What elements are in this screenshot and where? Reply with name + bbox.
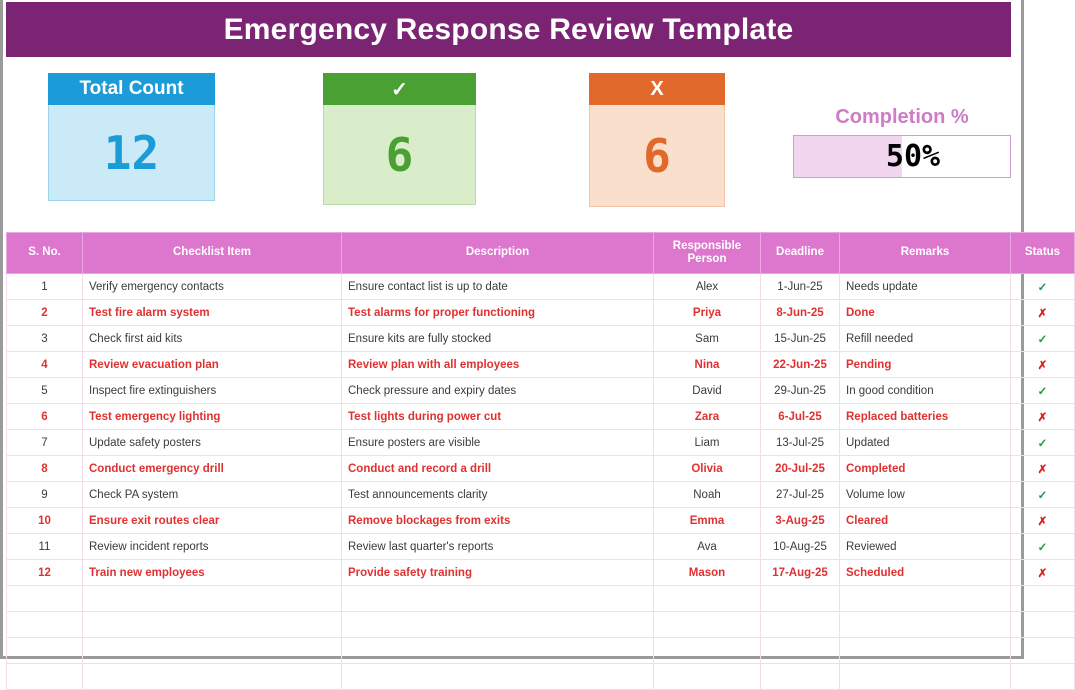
status-cross-icon: ✗ [1037,463,1048,476]
cell-person[interactable]: Alex [654,274,761,300]
table-body [7,274,1075,690]
cell-status[interactable] [1011,456,1075,482]
cell-item[interactable]: Inspect fire extinguishers [83,378,342,404]
page-title-banner [6,2,1011,57]
table-row[interactable] [7,378,1075,404]
cell-remarks-empty[interactable] [840,664,1011,690]
cell-status[interactable] [1011,300,1075,326]
cell-person[interactable]: Emma [654,508,761,534]
status-check-icon: ✓ [1037,281,1048,294]
completion-percent-label: Completion % [835,106,969,128]
cell-remarks[interactable]: Done [840,300,1011,326]
cell-item[interactable]: Check first aid kits [83,326,342,352]
cell-status[interactable] [1011,482,1075,508]
cell-deadline[interactable]: 13-Jul-25 [761,430,840,456]
completion-percent-block [793,104,1011,178]
cell-remarks[interactable]: Pending [840,352,1011,378]
table-row[interactable] [7,508,1075,534]
cell-person-empty[interactable] [654,612,761,638]
cell-description[interactable]: Ensure kits are fully stocked [342,326,654,352]
kpi-pending-value: 6 [589,105,725,207]
cell-person-empty[interactable] [654,664,761,690]
cell-person[interactable]: Ava [654,534,761,560]
cell-remarks[interactable]: Needs update [840,274,1011,300]
cell-item[interactable]: Verify emergency contacts [83,274,342,300]
cell-sno[interactable]: 2 [7,300,83,326]
cell-remarks[interactable]: Reviewed [840,534,1011,560]
cell-description-empty[interactable] [342,612,654,638]
cell-deadline[interactable]: 27-Jul-25 [761,482,840,508]
cell-description[interactable]: Test announcements clarity [342,482,654,508]
cell-sno[interactable]: 4 [7,352,83,378]
cell-description[interactable]: Test alarms for proper functioning [342,300,654,326]
cell-remarks[interactable]: Cleared [840,508,1011,534]
cell-status-empty[interactable] [1011,664,1075,690]
cross-icon: X [589,73,725,105]
status-check-icon: ✓ [1037,385,1048,398]
cell-sno[interactable]: 5 [7,378,83,404]
cell-deadline-empty[interactable] [761,586,840,612]
cell-status[interactable] [1011,352,1075,378]
cell-deadline[interactable]: 29-Jun-25 [761,378,840,404]
cell-deadline[interactable]: 8-Jun-25 [761,300,840,326]
kpi-card-pending [589,73,725,207]
table-row[interactable] [7,482,1075,508]
cell-remarks-empty[interactable] [840,612,1011,638]
cell-person[interactable]: Olivia [654,456,761,482]
cell-deadline[interactable]: 17-Aug-25 [761,560,840,586]
cell-deadline[interactable]: 15-Jun-25 [761,326,840,352]
checklist-table [6,232,1075,690]
cell-item-empty[interactable] [83,612,342,638]
completion-progress-bar [793,135,1011,178]
table-row-empty[interactable] [7,612,1075,638]
cell-sno-empty[interactable] [7,638,83,664]
cell-status[interactable] [1011,404,1075,430]
cell-item[interactable]: Conduct emergency drill [83,456,342,482]
kpi-card-total-count [48,73,215,201]
cell-sno[interactable]: 12 [7,560,83,586]
cell-item-empty[interactable] [83,586,342,612]
status-cross-icon: ✗ [1037,411,1048,424]
column-header-person[interactable] [654,233,761,274]
kpi-total-count-value: 12 [48,105,215,201]
status-check-icon: ✓ [1037,437,1048,450]
cell-item[interactable]: Review evacuation plan [83,352,342,378]
cell-description[interactable]: Check pressure and expiry dates [342,378,654,404]
cell-person[interactable]: Zara [654,404,761,430]
cell-description[interactable]: Review plan with all employees [342,352,654,378]
cell-sno[interactable]: 9 [7,482,83,508]
status-check-icon: ✓ [1037,541,1048,554]
cell-deadline[interactable]: 20-Jul-25 [761,456,840,482]
cell-remarks[interactable]: Updated [840,430,1011,456]
table-row[interactable] [7,300,1075,326]
cell-item-empty[interactable] [83,664,342,690]
kpi-done-value: 6 [323,105,476,205]
cell-description[interactable]: Remove blockages from exits [342,508,654,534]
table-row[interactable] [7,404,1075,430]
cell-status[interactable] [1011,508,1075,534]
column-header-description[interactable]: Description [342,233,654,274]
cell-person[interactable]: Liam [654,430,761,456]
cell-person[interactable]: Mason [654,560,761,586]
cell-sno-empty[interactable] [7,664,83,690]
table-head [7,233,1075,274]
cell-remarks[interactable]: Volume low [840,482,1011,508]
cell-sno[interactable]: 3 [7,326,83,352]
cell-description-empty[interactable] [342,586,654,612]
cell-person[interactable]: Nina [654,352,761,378]
cell-status[interactable] [1011,378,1075,404]
cell-sno[interactable]: 10 [7,508,83,534]
cell-sno[interactable]: 11 [7,534,83,560]
kpi-total-count-label: Total Count [48,73,215,105]
cell-sno[interactable]: 1 [7,274,83,300]
table-row-empty[interactable] [7,638,1075,664]
column-header-person-line1: Responsible [672,239,742,252]
cell-description-empty[interactable] [342,638,654,664]
cell-status[interactable] [1011,534,1075,560]
cell-deadline-empty[interactable] [761,612,840,638]
cell-deadline[interactable]: 6-Jul-25 [761,404,840,430]
cell-deadline[interactable]: 10-Aug-25 [761,534,840,560]
cell-deadline-empty[interactable] [761,638,840,664]
cell-item[interactable]: Review incident reports [83,534,342,560]
cell-deadline[interactable]: 1-Jun-25 [761,274,840,300]
cell-description-empty[interactable] [342,664,654,690]
cell-sno[interactable]: 7 [7,430,83,456]
table-row-empty[interactable] [7,664,1075,690]
completion-progress-value: 50% [885,139,941,174]
cell-status-empty[interactable] [1011,586,1075,612]
status-cross-icon: ✗ [1037,515,1048,528]
cell-item[interactable]: Test emergency lighting [83,404,342,430]
table-row[interactable] [7,456,1075,482]
cell-remarks-empty[interactable] [840,638,1011,664]
status-cross-icon: ✗ [1037,567,1048,580]
cell-remarks-empty[interactable] [840,586,1011,612]
cell-person[interactable]: Sam [654,326,761,352]
cell-remarks[interactable]: Replaced batteries [840,404,1011,430]
cell-remarks[interactable]: Scheduled [840,560,1011,586]
page-title: Emergency Response Review Template [223,12,794,46]
cell-deadline-empty[interactable] [761,664,840,690]
table-row[interactable] [7,430,1075,456]
column-header-sno[interactable]: S. No. [7,233,83,274]
cell-description[interactable]: Provide safety training [342,560,654,586]
cell-remarks[interactable]: Completed [840,456,1011,482]
cell-description[interactable]: Ensure posters are visible [342,430,654,456]
cell-remarks[interactable]: In good condition [840,378,1011,404]
cell-description[interactable]: Conduct and record a drill [342,456,654,482]
cell-person[interactable]: David [654,378,761,404]
status-check-icon: ✓ [1037,333,1048,346]
cell-description[interactable]: Test lights during power cut [342,404,654,430]
cell-person[interactable]: Priya [654,300,761,326]
table-row[interactable] [7,326,1075,352]
cell-description[interactable]: Review last quarter's reports [342,534,654,560]
table-row[interactable] [7,274,1075,300]
column-header-item[interactable]: Checklist Item [83,233,342,274]
cell-item[interactable]: Train new employees [83,560,342,586]
table-row[interactable] [7,560,1075,586]
cell-deadline[interactable]: 22-Jun-25 [761,352,840,378]
cell-sno[interactable]: 8 [7,456,83,482]
table-header-row [7,233,1075,274]
cell-person[interactable]: Noah [654,482,761,508]
cell-person-empty[interactable] [654,638,761,664]
cell-item-empty[interactable] [83,638,342,664]
check-icon: ✓ [323,73,476,105]
cell-status[interactable] [1011,560,1075,586]
table-row[interactable] [7,534,1075,560]
status-check-icon: ✓ [1037,489,1048,502]
cell-sno-empty[interactable] [7,612,83,638]
column-header-deadline[interactable]: Deadline [761,233,840,274]
status-cross-icon: ✗ [1037,359,1048,372]
table-row-empty[interactable] [7,586,1075,612]
cell-status[interactable] [1011,326,1075,352]
cell-status[interactable] [1011,430,1075,456]
cell-sno[interactable]: 6 [7,404,83,430]
cell-person-empty[interactable] [654,586,761,612]
cell-deadline[interactable]: 3-Aug-25 [761,508,840,534]
kpi-card-done [323,73,476,205]
cell-status-empty[interactable] [1011,612,1075,638]
column-header-remarks[interactable]: Remarks [840,233,1011,274]
cell-item[interactable]: Check PA system [83,482,342,508]
cell-item[interactable]: Update safety posters [83,430,342,456]
cell-status-empty[interactable] [1011,638,1075,664]
cell-status[interactable] [1011,274,1075,300]
table-row[interactable] [7,352,1075,378]
cell-item[interactable]: Ensure exit routes clear [83,508,342,534]
cell-sno-empty[interactable] [7,586,83,612]
column-header-status[interactable]: Status [1011,233,1075,274]
cell-remarks[interactable]: Refill needed [840,326,1011,352]
status-cross-icon: ✗ [1037,307,1048,320]
cell-description[interactable]: Ensure contact list is up to date [342,274,654,300]
column-header-person-line2: Person [687,253,727,265]
cell-item[interactable]: Test fire alarm system [83,300,342,326]
